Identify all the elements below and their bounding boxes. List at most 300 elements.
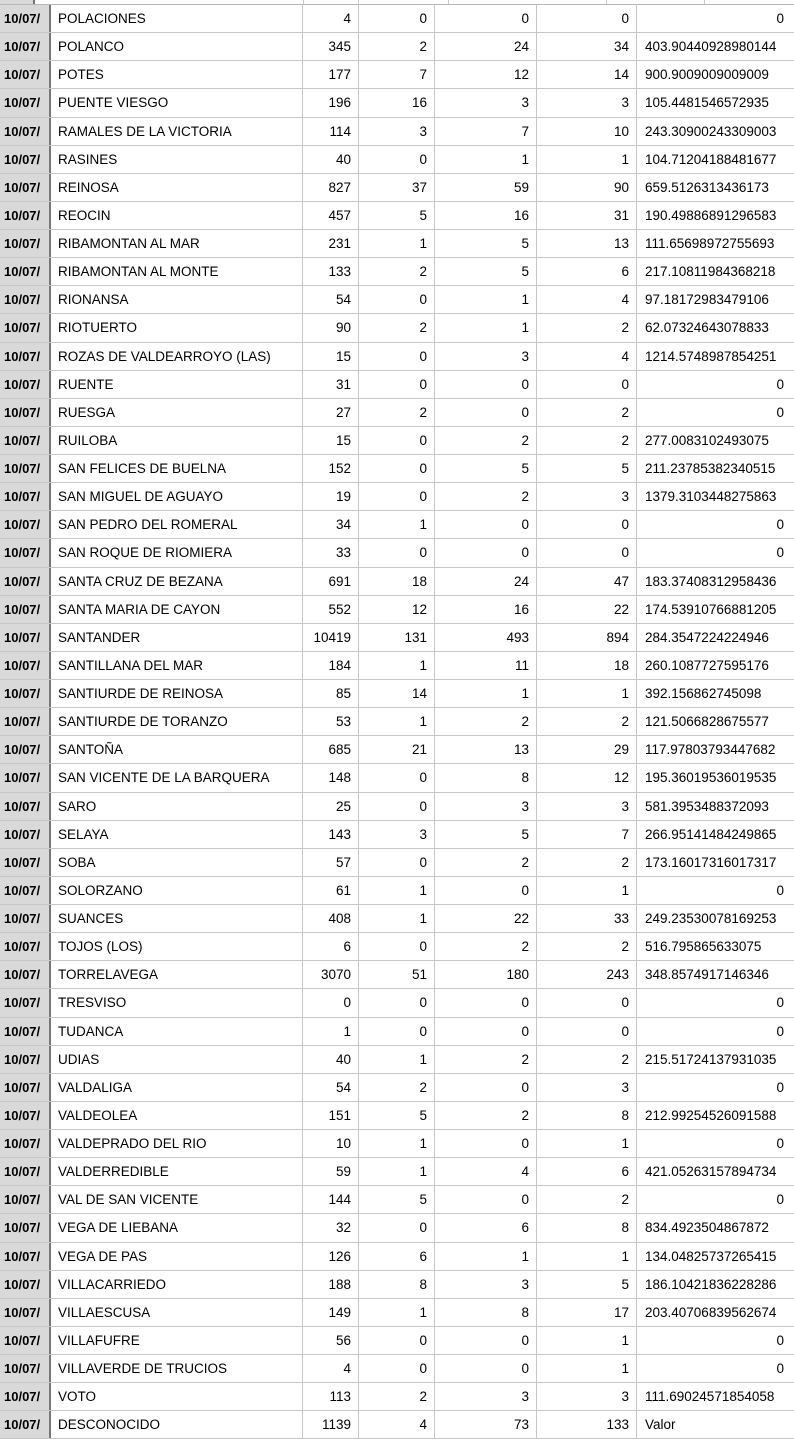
municipality-cell: TOJOS (LOS) (51, 933, 303, 960)
municipality-cell: ROZAS DE VALDEARROYO (LAS) (51, 343, 303, 370)
rate-cell: 183.37408312958436 (645, 573, 777, 589)
value-cell: 2 (359, 33, 435, 60)
date-cell: 10/07/ (0, 764, 51, 791)
value-cell: 2 (359, 1383, 435, 1410)
table-row (0, 118, 794, 146)
date-cell: 10/07/ (0, 1327, 51, 1354)
value-cell: 1 (537, 1243, 637, 1270)
date-cell: 10/07/ (0, 483, 51, 510)
value-cell: 7 (435, 118, 537, 145)
municipality-cell: PUENTE VIESGO (51, 89, 303, 116)
value-cell: 2 (537, 1186, 637, 1213)
date-cell: 10/07/ (0, 146, 51, 173)
value-cell: 5 (359, 1102, 435, 1129)
municipality-cell: SANTA MARIA DE CAYON (51, 596, 303, 623)
date-cell: 10/07/ (0, 258, 51, 285)
clipped-previous-row (0, 0, 794, 5)
table-row (0, 1271, 794, 1299)
table-row (0, 708, 794, 736)
table-row (0, 1243, 794, 1271)
value-cell: 1 (435, 146, 537, 173)
value-cell: 10 (303, 1130, 359, 1157)
rate-cell: 186.10421836228286 (645, 1276, 777, 1292)
rate-cell: 0 (776, 376, 784, 392)
value-cell: 149 (303, 1299, 359, 1326)
table-row (0, 174, 794, 202)
date-cell: 10/07/ (0, 511, 51, 538)
value-cell: 0 (435, 1018, 537, 1045)
table-row (0, 427, 794, 455)
rate-cell: 174.53910766881205 (645, 601, 777, 617)
table-row (0, 1186, 794, 1214)
value-cell: 33 (303, 539, 359, 566)
municipality-cell: SUANCES (51, 905, 303, 932)
value-cell: 3 (359, 821, 435, 848)
rate-cell: 266.95141484249865 (645, 826, 777, 842)
value-cell: 0 (359, 483, 435, 510)
date-cell: 10/07/ (0, 1355, 51, 1382)
value-cell: 0 (537, 539, 637, 566)
table-row (0, 1074, 794, 1102)
value-cell: 231 (303, 230, 359, 257)
municipality-cell: SOLORZANO (51, 877, 303, 904)
value-cell: 2 (537, 427, 637, 454)
municipality-cell: SANTANDER (51, 624, 303, 651)
date-cell: 10/07/ (0, 1158, 51, 1185)
value-cell: 34 (537, 33, 637, 60)
value-cell: 1 (359, 1158, 435, 1185)
municipality-cell: SANTIURDE DE REINOSA (51, 680, 303, 707)
value-cell: 25 (303, 793, 359, 820)
value-cell: 8 (435, 764, 537, 791)
table-row (0, 314, 794, 342)
date-cell: 10/07/ (0, 1214, 51, 1241)
value-cell: 2 (537, 399, 637, 426)
value-cell: 2 (359, 314, 435, 341)
date-cell: 10/07/ (0, 680, 51, 707)
rate-cell: 134.04825737265415 (645, 1248, 777, 1264)
date-cell: 10/07/ (0, 371, 51, 398)
municipality-cell: RASINES (51, 146, 303, 173)
value-cell: 8 (537, 1102, 637, 1129)
value-cell: 6 (435, 1214, 537, 1241)
rate-cell: 104.71204188481677 (645, 151, 777, 167)
rate-cell: 0 (776, 1192, 784, 1208)
value-cell: 1139 (303, 1411, 359, 1438)
value-cell: 14 (537, 61, 637, 88)
value-cell: 0 (537, 989, 637, 1016)
date-cell: 10/07/ (0, 568, 51, 595)
value-cell: 0 (359, 455, 435, 482)
value-cell: 3 (537, 1383, 637, 1410)
municipality-cell: TRESVISO (51, 989, 303, 1016)
value-cell: 40 (303, 146, 359, 173)
rate-cell: 0 (776, 1023, 784, 1039)
value-cell: 90 (537, 174, 637, 201)
rate-cell: 211.23785382340515 (645, 461, 776, 477)
date-cell: 10/07/ (0, 1130, 51, 1157)
value-cell: 15 (303, 427, 359, 454)
value-cell: 133 (537, 1411, 637, 1438)
rate-cell: 0 (776, 1079, 784, 1095)
value-cell: 243 (537, 961, 637, 988)
rate-cell: 834.4923504867872 (645, 1220, 769, 1236)
value-cell: 1 (435, 314, 537, 341)
table-row (0, 596, 794, 624)
value-cell: 3 (537, 483, 637, 510)
value-cell: 2 (537, 314, 637, 341)
value-cell: 3 (435, 343, 537, 370)
date-cell: 10/07/ (0, 736, 51, 763)
grid-stub (704, 0, 705, 4)
rate-cell: 62.07324643078833 (645, 320, 769, 336)
value-cell: 24 (435, 568, 537, 595)
value-cell: 12 (537, 764, 637, 791)
value-cell: 6 (303, 933, 359, 960)
municipality-cell: POTES (51, 61, 303, 88)
value-cell: 90 (303, 314, 359, 341)
value-cell: 2 (537, 849, 637, 876)
value-cell: 21 (359, 736, 435, 763)
value-cell: 1 (537, 680, 637, 707)
value-cell: 0 (359, 286, 435, 313)
value-cell: 2 (537, 708, 637, 735)
value-cell: 10 (537, 118, 637, 145)
table-row (0, 511, 794, 539)
value-cell: 3070 (303, 961, 359, 988)
value-cell: 22 (435, 905, 537, 932)
value-cell: 3 (435, 1383, 537, 1410)
rate-cell: 0 (776, 11, 784, 27)
date-cell: 10/07/ (0, 1411, 51, 1438)
table-row (0, 539, 794, 567)
value-cell: 0 (435, 539, 537, 566)
rate-cell: 581.3953488372093 (645, 798, 769, 814)
rate-cell: 249.23530078169253 (645, 911, 777, 927)
table-row (0, 399, 794, 427)
value-cell: 5 (359, 1186, 435, 1213)
value-cell: 51 (359, 961, 435, 988)
value-cell: 0 (435, 1186, 537, 1213)
municipality-cell: VOTO (51, 1383, 303, 1410)
rate-cell: 900.9009009009009 (645, 67, 769, 83)
value-cell: 6 (359, 1243, 435, 1270)
date-cell: 10/07/ (0, 1018, 51, 1045)
municipality-cell: VAL DE SAN VICENTE (51, 1186, 303, 1213)
value-cell: 1 (359, 1299, 435, 1326)
value-cell: 1 (359, 230, 435, 257)
table-row (0, 258, 794, 286)
rate-cell: 392.156862745098 (645, 686, 762, 702)
municipality-cell: VALDERREDIBLE (51, 1158, 303, 1185)
value-cell: 6 (537, 258, 637, 285)
date-cell: 10/07/ (0, 961, 51, 988)
value-cell: 16 (435, 596, 537, 623)
table-row (0, 230, 794, 258)
rate-cell: 97.18172983479106 (645, 292, 769, 308)
value-cell: 37 (359, 174, 435, 201)
municipality-cell: SELAYA (51, 821, 303, 848)
municipality-cell: SANTILLANA DEL MAR (51, 652, 303, 679)
value-cell: 4 (537, 286, 637, 313)
value-cell: 0 (359, 933, 435, 960)
value-cell: 8 (537, 1214, 637, 1241)
value-cell: 0 (359, 1355, 435, 1382)
value-cell: 0 (359, 5, 435, 32)
value-cell: 691 (303, 568, 359, 595)
value-cell: 152 (303, 455, 359, 482)
value-cell: 11 (435, 652, 537, 679)
table-row (0, 89, 794, 117)
value-cell: 16 (359, 89, 435, 116)
table-row (0, 736, 794, 764)
value-cell: 0 (435, 989, 537, 1016)
rate-cell: 0 (776, 882, 784, 898)
rate-cell: 0 (776, 404, 784, 420)
value-cell: 0 (359, 849, 435, 876)
value-cell: 1 (359, 652, 435, 679)
table-row (0, 1327, 794, 1355)
grid-stub (303, 0, 304, 4)
rate-cell: 203.40706839562674 (645, 1304, 777, 1320)
value-cell: 1 (537, 877, 637, 904)
value-cell: 0 (435, 511, 537, 538)
municipality-cell: VILLACARRIEDO (51, 1271, 303, 1298)
table-row (0, 343, 794, 371)
table-row (0, 680, 794, 708)
value-cell: 5 (537, 455, 637, 482)
rate-cell: 121.5066828675577 (645, 714, 769, 730)
rate-cell: 403.90440928980144 (645, 39, 777, 55)
value-cell: 3 (435, 89, 537, 116)
table-row (0, 933, 794, 961)
value-cell: 0 (435, 1355, 537, 1382)
municipality-cell: SAN VICENTE DE LA BARQUERA (51, 764, 303, 791)
value-cell: 148 (303, 764, 359, 791)
municipality-cell: VEGA DE PAS (51, 1243, 303, 1270)
rate-cell: 212.99254526091588 (645, 1107, 777, 1123)
date-cell: 10/07/ (0, 89, 51, 116)
table-row (0, 1383, 794, 1411)
date-cell: 10/07/ (0, 793, 51, 820)
municipality-cell: RUESGA (51, 399, 303, 426)
value-cell: 59 (303, 1158, 359, 1185)
value-cell: 2 (537, 1046, 637, 1073)
table-row (0, 61, 794, 89)
value-cell: 1 (435, 1243, 537, 1270)
municipality-cell: SOBA (51, 849, 303, 876)
value-cell: 13 (435, 736, 537, 763)
table-row (0, 33, 794, 61)
value-cell: 47 (537, 568, 637, 595)
rate-cell: 173.16017316017317 (645, 854, 777, 870)
municipality-cell: TUDANCA (51, 1018, 303, 1045)
value-cell: 457 (303, 202, 359, 229)
date-cell: 10/07/ (0, 1243, 51, 1270)
value-cell: 7 (359, 61, 435, 88)
rate-cell: 421.05263157894734 (645, 1164, 777, 1180)
value-cell: 1 (359, 1046, 435, 1073)
value-cell: 0 (303, 989, 359, 1016)
value-cell: 1 (359, 877, 435, 904)
value-cell: 29 (537, 736, 637, 763)
table-row (0, 146, 794, 174)
value-cell: 177 (303, 61, 359, 88)
table-row (0, 764, 794, 792)
value-cell: 2 (435, 427, 537, 454)
municipality-cell: SAN FELICES DE BUELNA (51, 455, 303, 482)
date-cell: 10/07/ (0, 1074, 51, 1101)
municipality-cell: VALDEPRADO DEL RIO (51, 1130, 303, 1157)
grid-stub (606, 0, 607, 4)
table-row (0, 286, 794, 314)
value-cell: 113 (303, 1383, 359, 1410)
table-row (0, 961, 794, 989)
value-cell: 33 (537, 905, 637, 932)
value-cell: 1 (537, 1130, 637, 1157)
municipality-cell: SAN MIGUEL DE AGUAYO (51, 483, 303, 510)
table-row (0, 624, 794, 652)
date-cell: 10/07/ (0, 61, 51, 88)
date-cell: 10/07/ (0, 989, 51, 1016)
value-cell: 0 (359, 343, 435, 370)
date-cell: 10/07/ (0, 314, 51, 341)
municipality-cell: RIONANSA (51, 286, 303, 313)
value-cell: 17 (537, 1299, 637, 1326)
value-cell: 5 (435, 455, 537, 482)
value-cell: 31 (537, 202, 637, 229)
rate-cell: 0 (776, 1332, 784, 1348)
value-cell: 4 (435, 1158, 537, 1185)
table-row (0, 652, 794, 680)
municipality-cell: RIBAMONTAN AL MAR (51, 230, 303, 257)
value-cell: 3 (537, 793, 637, 820)
value-cell: 0 (359, 1214, 435, 1241)
value-cell: 0 (435, 399, 537, 426)
value-cell: 18 (359, 568, 435, 595)
value-cell: 0 (537, 5, 637, 32)
value-cell: 143 (303, 821, 359, 848)
value-cell: 1 (435, 680, 537, 707)
value-cell: 40 (303, 1046, 359, 1073)
value-cell: 0 (359, 793, 435, 820)
value-cell: 0 (359, 989, 435, 1016)
value-cell: 1 (435, 286, 537, 313)
value-cell: 0 (359, 1018, 435, 1045)
value-cell: 14 (359, 680, 435, 707)
value-cell: 16 (435, 202, 537, 229)
municipality-cell: VALDEOLEA (51, 1102, 303, 1129)
value-cell: 19 (303, 483, 359, 510)
rate-cell: 0 (776, 1361, 784, 1377)
value-cell: 3 (435, 793, 537, 820)
clipped-date-cell (0, 0, 35, 4)
value-cell: 4 (303, 1355, 359, 1382)
value-cell: 126 (303, 1243, 359, 1270)
value-cell: 0 (435, 877, 537, 904)
date-cell: 10/07/ (0, 905, 51, 932)
value-cell: 7 (537, 821, 637, 848)
grid-stub (448, 0, 449, 4)
value-cell: 345 (303, 33, 359, 60)
rate-cell: 111.65698972755693 (645, 236, 775, 252)
value-cell: 0 (537, 511, 637, 538)
value-cell: 0 (435, 5, 537, 32)
date-cell: 10/07/ (0, 33, 51, 60)
date-cell: 10/07/ (0, 1383, 51, 1410)
value-cell: 54 (303, 1074, 359, 1101)
value-cell: 57 (303, 849, 359, 876)
table-row (0, 989, 794, 1017)
value-cell: 2 (435, 1046, 537, 1073)
value-cell: 5 (359, 202, 435, 229)
rate-cell: 195.36019536019535 (645, 770, 777, 786)
rate-cell: 217.10811984368218 (645, 264, 776, 280)
value-cell: 2 (359, 1074, 435, 1101)
value-cell: 6 (537, 1158, 637, 1185)
table-row (0, 1158, 794, 1186)
value-cell: 4 (537, 343, 637, 370)
rate-cell: 243.30900243309003 (645, 123, 777, 139)
date-cell: 10/07/ (0, 399, 51, 426)
value-cell: 151 (303, 1102, 359, 1129)
municipality-cell: VILLAESCUSA (51, 1299, 303, 1326)
municipality-cell: RIOTUERTO (51, 314, 303, 341)
value-cell: 188 (303, 1271, 359, 1298)
municipality-cell: REOCIN (51, 202, 303, 229)
value-cell: 894 (537, 624, 637, 651)
rate-cell: 117.97803793447682 (645, 742, 776, 758)
table-row (0, 371, 794, 399)
rate-cell: 0 (776, 545, 784, 561)
date-cell: 10/07/ (0, 652, 51, 679)
municipality-cell: SANTA CRUZ DE BEZANA (51, 568, 303, 595)
table-row (0, 1046, 794, 1074)
value-cell: 73 (435, 1411, 537, 1438)
value-cell: 0 (359, 371, 435, 398)
municipality-cell: VEGA DE LIEBANA (51, 1214, 303, 1241)
value-cell: 196 (303, 89, 359, 116)
value-cell: 2 (359, 258, 435, 285)
date-cell: 10/07/ (0, 849, 51, 876)
table-row (0, 1018, 794, 1046)
date-cell: 10/07/ (0, 230, 51, 257)
date-cell: 10/07/ (0, 821, 51, 848)
value-cell: 3 (359, 118, 435, 145)
value-cell: 5 (435, 258, 537, 285)
date-cell: 10/07/ (0, 624, 51, 651)
date-cell: 10/07/ (0, 1102, 51, 1129)
municipality-cell: VILLAVERDE DE TRUCIOS (51, 1355, 303, 1382)
date-cell: 10/07/ (0, 877, 51, 904)
municipality-cell: POLANCO (51, 33, 303, 60)
value-cell: 2 (435, 933, 537, 960)
date-cell: 10/07/ (0, 1186, 51, 1213)
date-cell: 10/07/ (0, 1299, 51, 1326)
rate-cell: 215.51724137931035 (645, 1051, 777, 1067)
municipality-cell: RUILOBA (51, 427, 303, 454)
value-cell: 0 (435, 1327, 537, 1354)
table-row (0, 905, 794, 933)
rate-cell: 659.5126313436173 (645, 179, 769, 195)
value-cell: 8 (435, 1299, 537, 1326)
date-cell: 10/07/ (0, 118, 51, 145)
date-cell: 10/07/ (0, 455, 51, 482)
municipality-cell: DESCONOCIDO (51, 1411, 303, 1438)
value-cell: 1 (303, 1018, 359, 1045)
value-cell: 0 (537, 371, 637, 398)
table-row (0, 1130, 794, 1158)
